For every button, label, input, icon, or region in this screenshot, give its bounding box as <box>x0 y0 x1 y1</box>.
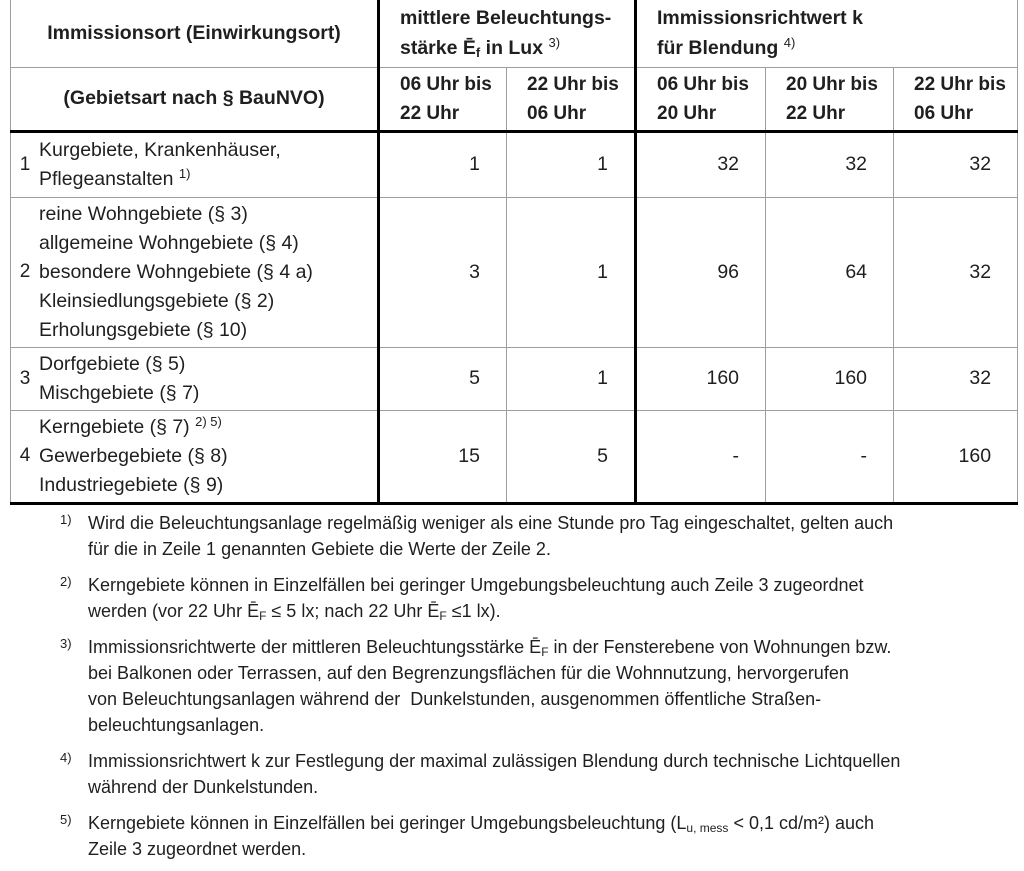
value-cell: 64 <box>766 197 894 347</box>
immission-table-wrap <box>10 0 1017 505</box>
value-cell: 3 <box>379 197 507 347</box>
footnote-marker: 2) <box>60 574 72 589</box>
value-cell: 32 <box>894 197 1018 347</box>
value-cell: - <box>636 410 766 503</box>
value-cell: 160 <box>894 410 1018 503</box>
subscript-text: u, mess <box>686 821 729 835</box>
footnotes-section <box>0 510 1024 871</box>
value-cell: 5 <box>379 347 507 410</box>
footnote-marker: 3) <box>60 636 72 651</box>
superscript-marker: 3) <box>548 35 561 50</box>
immission-richtwerte-table <box>10 0 1018 505</box>
subscript-text: f <box>475 45 481 60</box>
subheader-row <box>11 67 1018 131</box>
footnote <box>0 810 1024 862</box>
time-range-header: 06 Uhr bis 20 Uhr <box>636 67 766 131</box>
footnote-text: Kerngebiete können in Einzelfällen bei geringer Umgebungsbeleuchtung ($L_{u, mess} < 0,1$ cd/m²) auch Zeile 3 zugeordnet werden. <box>88 813 875 859</box>
value-cell: 15 <box>379 410 507 503</box>
subscript-text: F <box>259 609 267 623</box>
gebiet-label: Dorfgebiete (§ 5) Mischgebiete (§ 7) <box>39 352 200 404</box>
footnote <box>0 748 1024 800</box>
time-range-header: 22 Uhr bis 06 Uhr <box>507 67 636 131</box>
value-cell: 96 <box>636 197 766 347</box>
footnote <box>0 572 1024 624</box>
time-range-header: 22 Uhr bis 06 Uhr <box>894 67 1018 131</box>
footnote-marker: 1) <box>60 512 72 527</box>
row-number: 3 <box>19 367 31 389</box>
value-cell: 1 <box>507 131 636 197</box>
footnote-marker: 4) <box>60 750 72 765</box>
gebietsart-header: (Gebietsart nach § BauNVO) <box>11 67 379 131</box>
value-cell: 32 <box>894 347 1018 410</box>
value-cell: 32 <box>636 131 766 197</box>
group-header-row <box>11 0 1018 67</box>
superscript-marker: 4) <box>783 35 796 50</box>
gebiet-label: Kurgebiete, Krankenhäuser, Pflegeanstalten $^{1)}$ <box>39 138 281 190</box>
immissionsort-header: Immissionsort (Einwirkungsort) <box>11 0 379 67</box>
value-cell: 160 <box>766 347 894 410</box>
value-cell: 1 <box>507 197 636 347</box>
gebiet-label-cell <box>11 347 379 410</box>
lux-group-header: mittlere Beleuchtungs- stärke $Ē_f$ in Lux $^{3)}$ <box>379 0 636 67</box>
gebiet-label: reine Wohngebiete (§ 3) allgemeine Wohngebiete (§ 4) besondere Wohngebiete (§ 4 a) Kleinsiedlungsgebiete (§ 2) Erholungsgebiete (§ 10) <box>39 202 313 341</box>
footnote <box>0 510 1024 562</box>
gebiet-label-cell <box>11 131 379 197</box>
row-number: 4 <box>19 445 31 466</box>
time-range-header: 20 Uhr bis 22 Uhr <box>766 67 894 131</box>
footnote-marker: 5) <box>60 812 72 827</box>
gebiet-label-cell <box>11 410 379 503</box>
gebiet-label-cell <box>11 197 379 347</box>
table-row <box>11 131 1018 197</box>
gebiet-label: Kerngebiete (§ 7) $^{2) 5)}$ Gewerbegebiete (§ 8) Industriegebiete (§ 9) <box>39 413 228 496</box>
value-cell: 5 <box>507 410 636 503</box>
subscript-text: F <box>541 645 549 659</box>
value-cell: 1 <box>507 347 636 410</box>
value-cell: 32 <box>766 131 894 197</box>
footnote-text: Immissionsrichtwerte der mittleren Beleuchtungsstärke $Ē_F$ in der Fensterebene von Wohnungen bzw. bei Balkonen oder Terrassen, auf den Begrenzungsflächen für die Wohnnutzung, hervorgerufen von Beleuchtungsanlagen während der Dunkelstunden, ausgenommen öffentliche Straßen- beleuchtungsanlagen. <box>88 637 892 735</box>
row-number: 1 <box>19 153 31 175</box>
footnote <box>0 634 1024 738</box>
value-cell: 1 <box>379 131 507 197</box>
subscript-text: F <box>439 609 447 623</box>
value-cell: - <box>766 410 894 503</box>
time-range-header: 06 Uhr bis 22 Uhr <box>379 67 507 131</box>
blendung-group-header: Immissionsrichtwert k für Blendung $^{4)}$ <box>636 0 1018 67</box>
footnote-text: Wird die Beleuchtungsanlage regelmäßig weniger als eine Stunde pro Tag eingeschaltet, gelten auch für die in Zeile 1 genannten Gebiete die Werte der Zeile 2. <box>88 513 894 559</box>
superscript-marker: 1) <box>178 165 191 181</box>
table-row <box>11 410 1018 503</box>
footnote-text: Immissionsrichtwert k zur Festlegung der maximal zulässigen Blendung durch technische Lichtquellen während der Dunkelstunden. <box>88 751 901 797</box>
footnote-text: Kerngebiete können in Einzelfällen bei geringer Umgebungsbeleuchtung auch Zeile 3 zugeordnet werden (vor 22 Uhr $Ē_F \le 5$ lx; nach 22 Uhr $Ē_F \le 1$ lx). <box>88 575 864 623</box>
value-cell: 160 <box>636 347 766 410</box>
table-row <box>11 347 1018 410</box>
row-number: 2 <box>19 261 31 282</box>
value-cell: 32 <box>894 131 1018 197</box>
table-row <box>11 197 1018 347</box>
superscript-marker: 2) 5) <box>195 413 222 429</box>
